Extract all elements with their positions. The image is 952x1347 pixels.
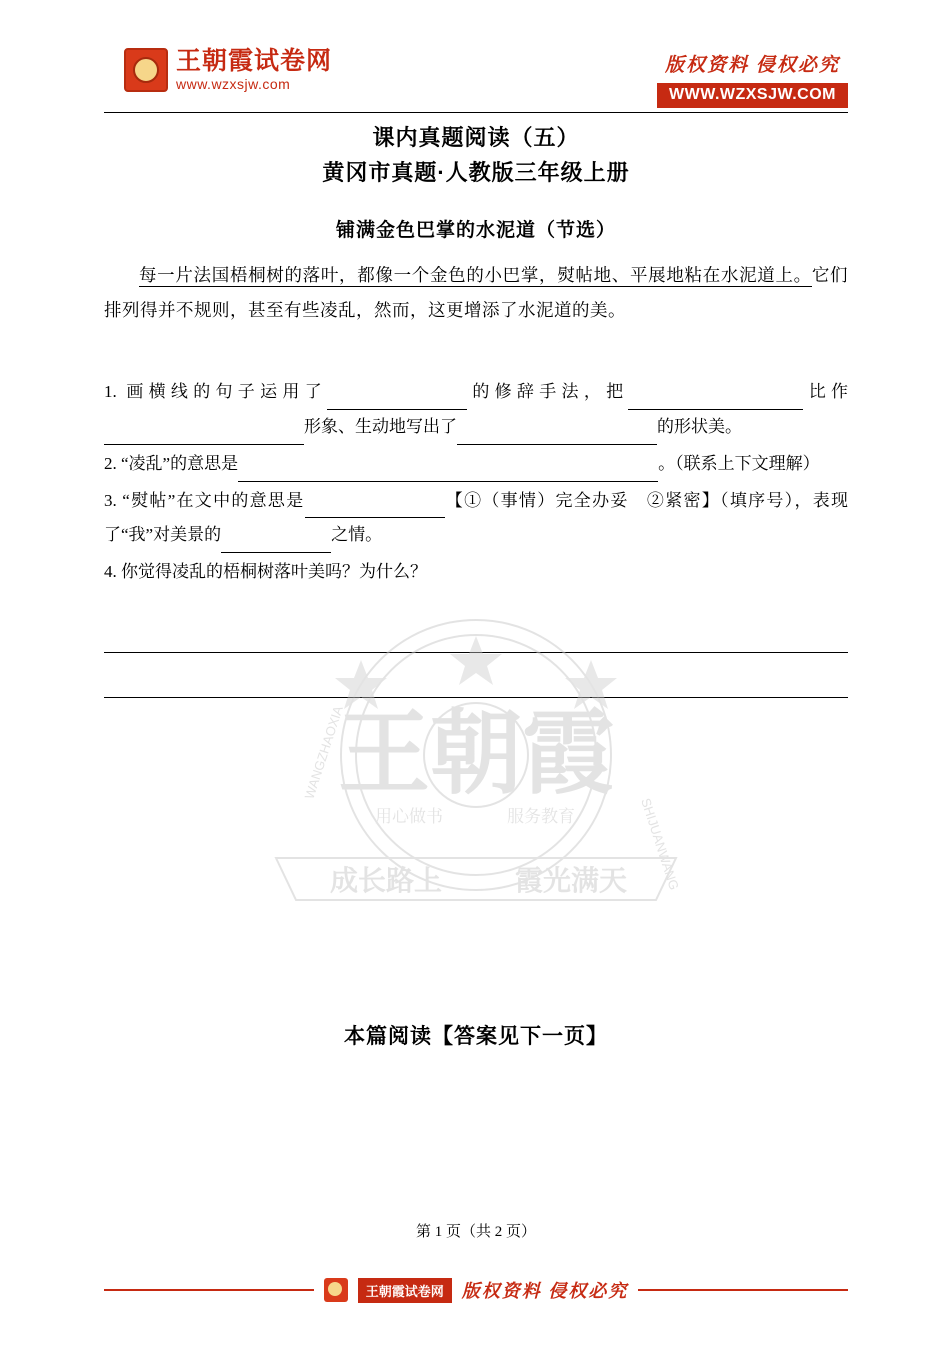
svg-text:用心做书: 用心做书 <box>375 807 443 826</box>
svg-text:成长路上: 成长路上 <box>329 866 443 897</box>
footer-badge: 王朝霞试卷网 <box>358 1278 452 1303</box>
passage-title: 铺满金色巴掌的水泥道（节选） <box>335 220 616 241</box>
answer-line[interactable] <box>104 608 848 653</box>
question-3-seg1: “熨帖”在文中的意思是 <box>122 490 305 510</box>
svg-text:霞光满天: 霞光满天 <box>514 866 628 897</box>
page-header <box>104 48 848 110</box>
footer-rule-left <box>104 1289 314 1291</box>
footer-slogan: 版权资料 侵权必究 <box>461 1281 629 1301</box>
seal-stamp-icon <box>324 1278 348 1302</box>
question-1-seg5: 的形状美。 <box>657 416 742 436</box>
question-2-seg2: 。（联系上下文理解） <box>658 453 820 473</box>
question-3-blank-2[interactable] <box>221 531 331 553</box>
footer-rule-right <box>638 1289 848 1291</box>
question-2 <box>104 447 848 482</box>
page-footer <box>104 1277 848 1303</box>
question-3-seg3: 之情。 <box>331 525 383 545</box>
question-3 <box>104 484 848 554</box>
passage-text <box>104 258 848 328</box>
question-1-seg3: 比作 <box>803 382 849 401</box>
brand-text <box>176 48 332 92</box>
page-title-line1: 课内真题阅读（五） <box>372 125 580 150</box>
brand-title: 王朝霞试卷网 <box>176 47 333 75</box>
questions-block <box>104 375 848 698</box>
question-1-seg2: 的修辞手法，把 <box>467 382 629 401</box>
answer-line[interactable] <box>104 653 848 698</box>
svg-text:服务教育: 服务教育 <box>507 807 575 826</box>
question-2-blank-1[interactable] <box>238 459 658 481</box>
question-1-blank-2[interactable] <box>628 388 803 410</box>
question-1-blank-1[interactable] <box>327 388 467 410</box>
header-url-bar: WWW.WZXSJW.COM <box>657 83 848 108</box>
header-right <box>657 50 848 108</box>
question-1-seg1: 画横线的句子运用了 <box>126 382 328 401</box>
question-3-seg2: 【①（事情）完全办妥 ②紧密】（填序号），表现了“我”对美景的 <box>104 490 849 545</box>
question-3-blank-1[interactable] <box>305 496 445 518</box>
page-title <box>104 120 848 190</box>
passage-underlined: 每一片法国梧桐树的落叶，都像一个金色的小巴掌，熨帖地、平展地粘在水泥道上。 <box>139 265 812 285</box>
svg-text:王朝霞: 王朝霞 <box>337 703 615 805</box>
brand-url: www.wzxsjw.com <box>176 76 291 93</box>
question-1-seg4: 形象、生动地写出了 <box>304 416 457 436</box>
question-4-seg1: 你觉得凌乱的梧桐树落叶美吗？为什么？ <box>121 562 427 582</box>
header-divider <box>104 112 848 113</box>
question-4-number: 4. <box>104 562 117 582</box>
seal-stamp-icon <box>124 48 168 92</box>
brand-logo <box>124 48 332 92</box>
passage-rest: 它们排列得并不规则，甚至有些凌乱，然而，这更增添了水泥道的美。 <box>104 265 849 320</box>
question-2-number: 2. <box>104 453 117 473</box>
page-number: 第 1 页（共 2 页） <box>415 1224 536 1240</box>
question-2-seg1: “凌乱”的意思是 <box>121 453 239 473</box>
svg-text:SHIJUANWANG: SHIJUANWANG <box>638 796 682 892</box>
page-title-line2: 黄冈市真题·人教版三年级上册 <box>322 160 630 186</box>
question-3-number: 3. <box>104 490 117 510</box>
header-slogan: 版权资料 侵权必究 <box>665 55 840 76</box>
passage-block <box>104 258 848 328</box>
svg-text:WANGZHAOXIA: WANGZHAOXIA <box>301 704 346 801</box>
question-4 <box>104 555 848 590</box>
question-1 <box>104 375 848 445</box>
answer-note: 本篇阅读【答案见下一页】 <box>344 1025 608 1048</box>
question-1-blank-4[interactable] <box>457 422 657 444</box>
answer-area[interactable] <box>104 608 848 698</box>
question-1-number: 1. <box>104 382 117 401</box>
question-1-blank-3[interactable] <box>104 422 304 444</box>
